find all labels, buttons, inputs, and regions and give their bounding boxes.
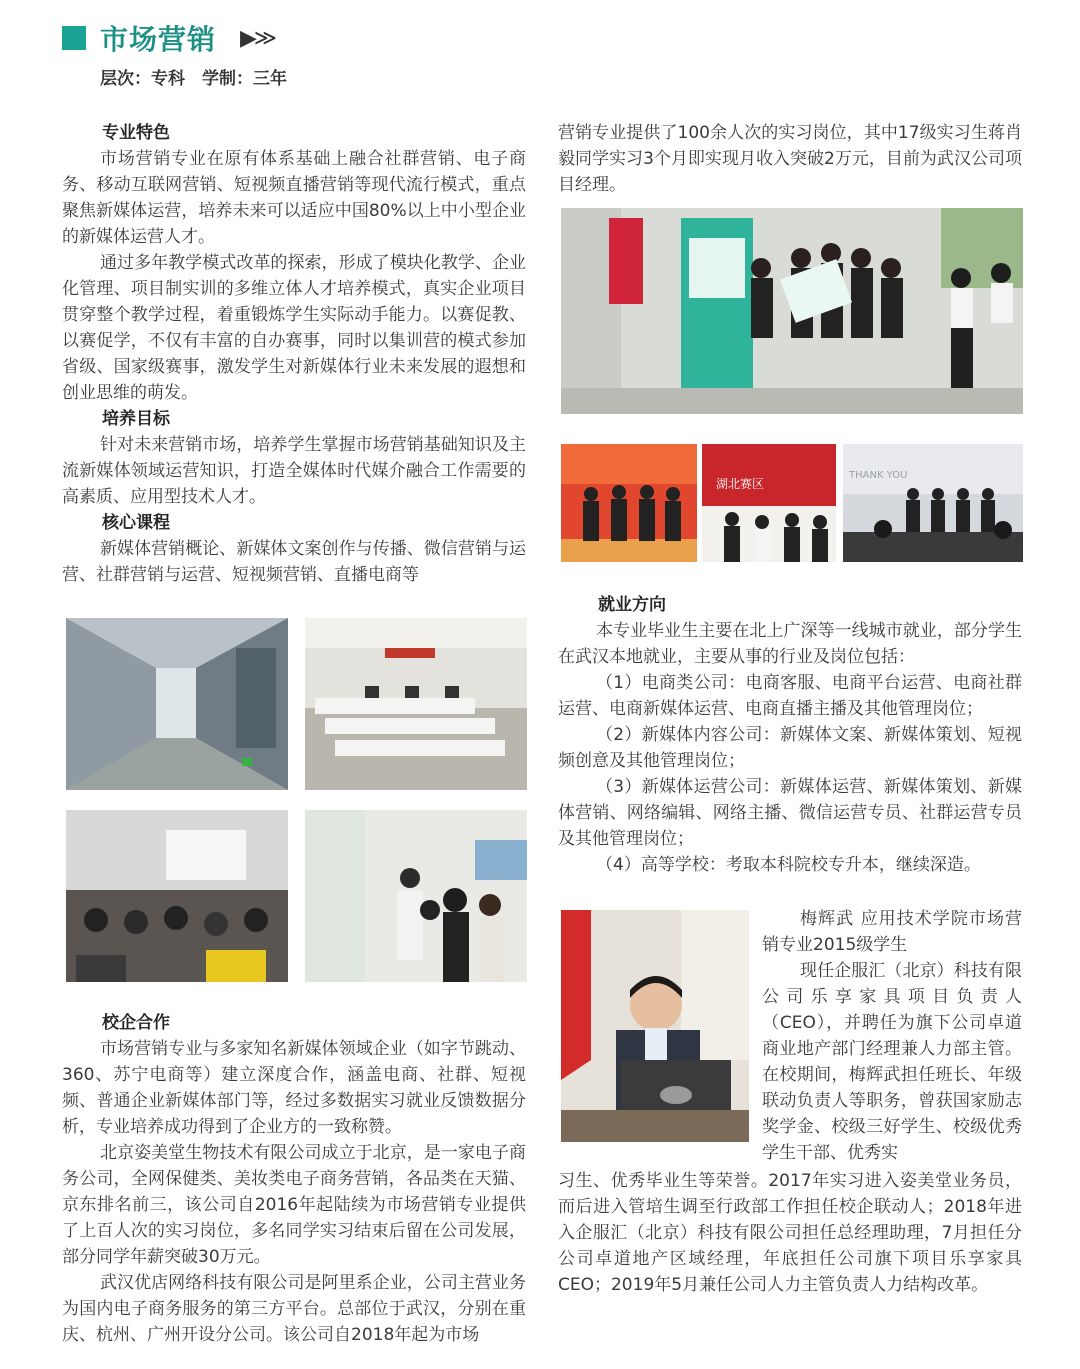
employment-item: （3）新媒体运营公司：新媒体运营、新媒体策划、新媒体营销、网络编辑、网络主播、微信运营专员、社群运营专员及其他管理岗位；: [558, 777, 1022, 849]
profile-paragraph-1: 现任企服汇（北京）科技有限公司乐享家具项目负责人（CEO），并聘任为旗下公司卓道商业地产部门经理兼人力部主管。在校期间，梅辉武担任班长、年级联动负责人等职务，曾获国家励志奖学金、校级三好学生、校级优秀学生干部、优秀实: [762, 961, 1022, 1163]
goal-heading: 培养目标: [102, 409, 170, 429]
left-upper-text: [62, 120, 526, 588]
features-paragraph-2: 通过多年教学模式改革的探索，形成了模块化教学、企业化管理、项目制实训的多维立体人才培养模式，真实企业项目贯穿整个教学过程，着重锻炼学生实际动手能力。以赛促教、以赛促学，不仅有丰富的自办赛事，同时以集训营的模式参加省级、国家级赛事，激发学生对新媒体行业未来发展的遐想和创业思维的萌发。: [62, 253, 526, 403]
level-line: 层次：专科 学制：三年: [100, 69, 287, 89]
section-title-bar: [62, 20, 274, 56]
left-lower-text: [62, 1010, 526, 1348]
employment-item: （2）新媒体内容公司：新媒体文案、新媒体策划、短视频创意及其他管理岗位；: [558, 725, 1022, 771]
coop-paragraph-2: 北京姿美堂生物技术有限公司成立于北京，是一家电子商务公司，全网保健类、美妆类电子商务营销，各品类在天猫、京东排名前三，该公司自2016年起陆续为市场营销专业提供了上百人次的实习岗位，多名同学实习结束后留在公司发展，部分同学年薪突破30万元。: [62, 1143, 526, 1267]
right-top-text: [558, 120, 1022, 198]
arrows-icon: ▶≫: [240, 25, 274, 51]
photo-competition-banner: [702, 444, 836, 562]
employment-item: （1）电商类公司：电商客服、电商平台运营、电商社群运营、电商新媒体运营、电商直播主播及其他管理岗位；: [558, 673, 1022, 719]
thank-you-text: THANK YOU: [849, 470, 908, 481]
photo-team-group: [561, 208, 1023, 414]
photo-corridor: [66, 618, 288, 790]
photo-computer-lab: [305, 618, 527, 790]
photo-thank-you-stage: [843, 444, 1023, 562]
continued-paragraph: 营销专业提供了100余人次的实习岗位，其中17级实习生蒋肖毅同学实习3个月即实现月收入突破2万元，目前为武汉公司项目经理。: [558, 123, 1022, 195]
profile-bottom-text: [558, 1168, 1022, 1298]
features-paragraph-1: 市场营销专业在原有体系基础上融合社群营销、电子商务、移动互联网营销、短视频直播营销等现代流行模式，重点聚焦新媒体运营，培养未来可以适应中国80%以上中小型企业的新媒体运营人才。: [62, 149, 526, 247]
goal-paragraph: 针对未来营销市场，培养学生掌握市场营销基础知识及主流新媒体领域运营知识，打造全媒体时代媒介融合工作需要的高素质、应用型技术人才。: [62, 435, 526, 507]
profile-name: 梅辉武 应用技术学院市场营销专业2015级学生: [762, 909, 1022, 955]
photo-presentation: [305, 810, 527, 982]
banner-text: 湖北赛区: [716, 477, 765, 491]
employment-item: （4）高等学校：考取本科院校专升本，继续深造。: [596, 855, 981, 875]
photo-stage-students: [561, 444, 697, 562]
employment-heading: 就业方向: [598, 595, 666, 615]
title-square-icon: [62, 26, 86, 50]
profile-paragraph-2: 习生、优秀毕业生等荣誉。2017年实习进入姿美堂业务员，而后进入管培生调至行政部工作担任校企联动人；2018年进入企服汇（北京）科技有限公司担任总经理助理，7月担任分公司卓道地产区域经理，年底担任公司旗下项目乐享家具CEO；2019年5月兼任公司人力主管负责人力结构改革。: [558, 1171, 1022, 1295]
section-title: 市场营销: [100, 23, 217, 56]
profile-side-text: [762, 906, 1022, 1166]
photo-classroom: [66, 810, 288, 982]
features-heading: 专业特色: [102, 123, 170, 143]
course-heading: 核心课程: [102, 513, 170, 533]
coop-paragraph-1: 市场营销专业与多家知名新媒体领域企业（如字节跳动、360、苏宁电商等）建立深度合作，涵盖电商、社群、短视频、普通企业新媒体部门等，经过多数据实习就业反馈数据分析，专业培养成功得到了企业方的一致称赞。: [62, 1039, 526, 1137]
coop-heading: 校企合作: [102, 1013, 170, 1033]
photo-alumni-portrait: [561, 910, 749, 1142]
course-paragraph: 新媒体营销概论、新媒体文案创作与传播、微信营销与运营、社群营销与运营、短视频营销、直播电商等: [62, 539, 526, 585]
employment-paragraph: 本专业毕业生主要在北上广深等一线城市就业，部分学生在武汉本地就业，主要从事的行业及岗位包括：: [558, 621, 1022, 667]
employment-section: [558, 592, 1022, 878]
coop-paragraph-3: 武汉优店网络科技有限公司是阿里系企业，公司主营业务为国内电子商务服务的第三方平台。总部位于武汉，分别在重庆、杭州、广州开设分公司。该公司自2018年起为市场: [62, 1273, 526, 1345]
